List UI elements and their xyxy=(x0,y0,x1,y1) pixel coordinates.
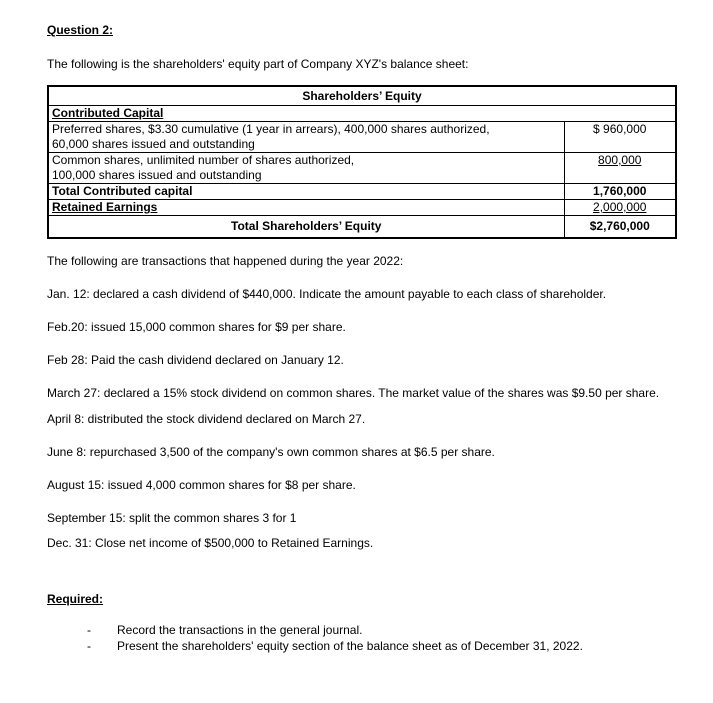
transaction-august-15: August 15: issued 4,000 common shares for $8 per share. xyxy=(47,478,356,492)
cell-common-value xyxy=(564,153,676,184)
table-title-row xyxy=(48,86,676,106)
cell-total-contributed-value: 1,760,000 xyxy=(564,184,676,200)
table-section-row xyxy=(48,106,676,122)
cell-retained-label xyxy=(48,200,564,216)
common-value-text: 800,000 xyxy=(598,153,642,167)
row-total-contributed xyxy=(48,184,676,200)
section-label: Contributed Capital xyxy=(52,106,164,120)
preferred-line-2: 60,000 shares issued and outstanding xyxy=(52,137,255,151)
required-heading: Required: xyxy=(47,592,104,606)
cell-retained-value xyxy=(564,200,676,216)
transaction-jan-12: Jan. 12: declared a cash dividend of $440,000. Indicate the amount payable to each class of shareholder. xyxy=(47,287,607,301)
common-line-2: 100,000 shares issued and outstanding xyxy=(52,168,262,182)
cell-total-equity-value: $2,760,000 xyxy=(564,216,676,239)
cell-total-contributed-label: Total Contributed capital xyxy=(48,184,564,200)
transaction-september-15: September 15: split the common shares 3 for 1 xyxy=(47,511,297,525)
transactions-intro: The following are transactions that happened during the year 2022: xyxy=(47,254,404,268)
dash-bullet: - xyxy=(87,623,91,637)
question-heading: Question 2: xyxy=(47,23,114,37)
document-content xyxy=(47,22,687,654)
transaction-june-8: June 8: repurchased 3,500 of the company's own common shares at $6.5 per share. xyxy=(47,445,495,459)
table-title: Shareholders’ Equity xyxy=(48,86,676,106)
common-line-1: Common shares, unlimited number of shares authorized, xyxy=(52,153,355,167)
shareholders-equity-table xyxy=(47,85,677,239)
row-preferred-shares xyxy=(48,122,676,153)
cell-preferred-value: $ 960,000 xyxy=(564,122,676,153)
transaction-march-27: March 27: declared a 15% stock dividend on common shares. The market value of the shares was $9.50 per share. xyxy=(47,386,660,400)
section-contributed-capital xyxy=(48,106,676,122)
dash-bullet: - xyxy=(87,639,91,653)
row-retained-earnings xyxy=(48,200,676,216)
row-common-shares xyxy=(48,153,676,184)
cell-preferred-label xyxy=(48,122,564,153)
required-list xyxy=(87,622,687,654)
cell-common-label xyxy=(48,153,564,184)
transaction-feb-28: Feb 28: Paid the cash dividend declared on January 12. xyxy=(47,353,344,367)
transaction-feb-20: Feb.20: issued 15,000 common shares for $9 per share. xyxy=(47,320,346,334)
preferred-line-1: Preferred shares, $3.30 cumulative (1 year in arrears), 400,000 shares authorized, xyxy=(52,122,490,136)
retained-label-text: Retained Earnings xyxy=(52,200,158,214)
list-item xyxy=(87,638,687,654)
required-item-text: Record the transactions in the general journal. xyxy=(117,623,363,637)
required-item-text: Present the shareholders' equity section of the balance sheet as of December 31, 2022. xyxy=(117,639,583,653)
intro-paragraph: The following is the shareholders' equity part of Company XYZ's balance sheet: xyxy=(47,57,469,71)
cell-total-equity-label: Total Shareholders’ Equity xyxy=(48,216,564,239)
retained-value-text: 2,000,000 xyxy=(593,200,647,214)
list-item xyxy=(87,622,687,638)
row-total-equity xyxy=(48,216,676,239)
transaction-dec-31: Dec. 31: Close net income of $500,000 to Retained Earnings. xyxy=(47,536,374,550)
transaction-april-8: April 8: distributed the stock dividend declared on March 27. xyxy=(47,412,366,426)
